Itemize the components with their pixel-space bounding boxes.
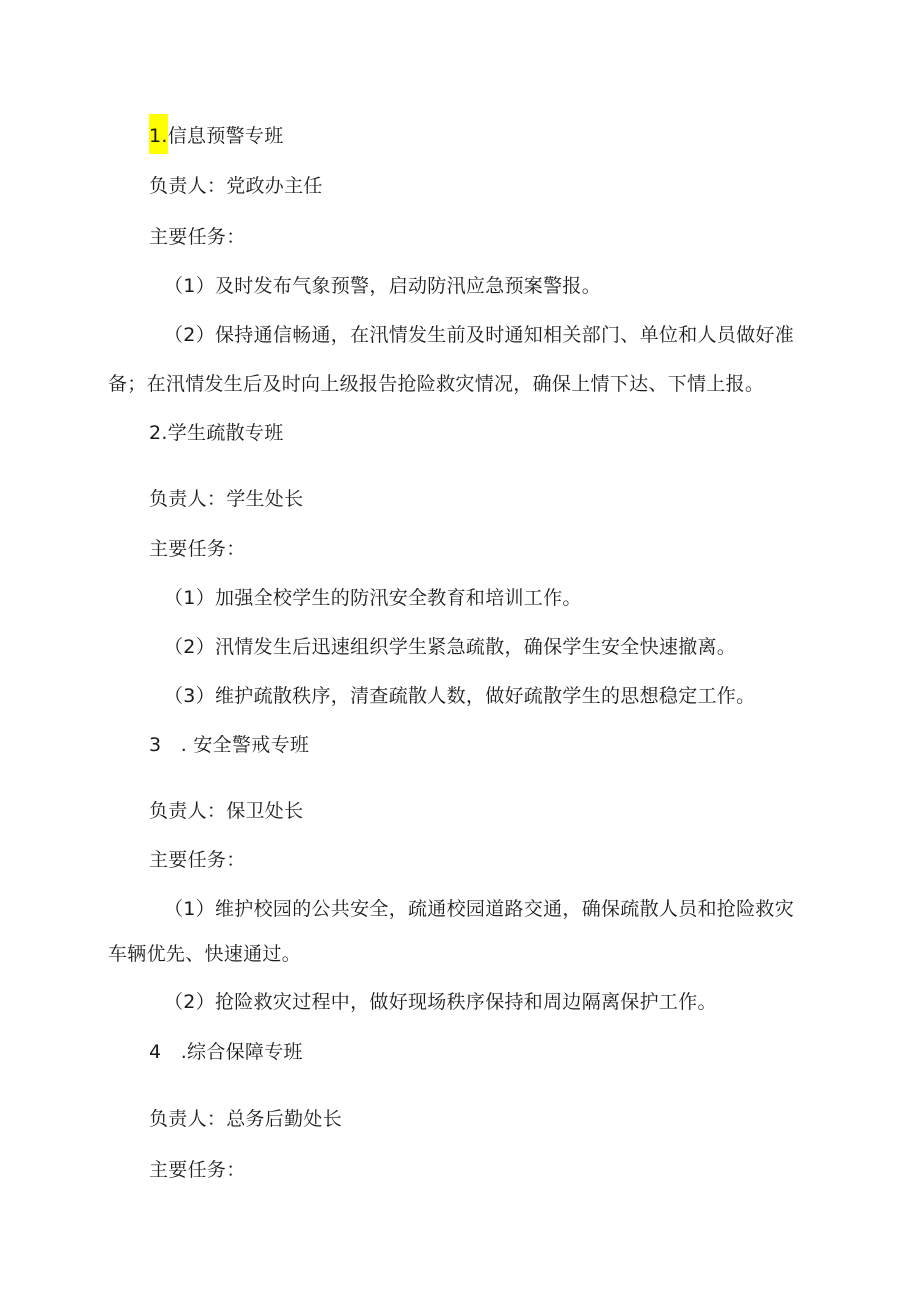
section-1-responsible: 负责人：党政办主任: [149, 175, 323, 197]
section-3-task-1-line-1: （1）维护校园的公共安全，疏通校园道路交通，确保疏散人员和抢险救灾: [164, 898, 794, 920]
section-1-tasks-label: 主要任务：: [149, 226, 246, 248]
section-2-responsible: 负责人：学生处长: [149, 488, 304, 510]
section-3-responsible: 负责人：保卫处长: [149, 800, 304, 822]
section-1-task-1: （1）及时发布气象预警，启动防汛应急预案警报。: [164, 275, 601, 297]
heading-text: 信息预警专班: [167, 125, 284, 147]
section-2-task-2: （2）汛情发生后迅速组织学生紧急疏散，确保学生安全快速撤离。: [164, 636, 737, 658]
section-4-responsible: 负责人：总务后勤处长: [149, 1108, 343, 1130]
section-4-heading: 4 .综合保障专班: [149, 1041, 303, 1063]
section-2-task-1: （1）加强全校学生的防汛安全教育和培训工作。: [164, 587, 582, 609]
section-4-tasks-label: 主要任务：: [149, 1159, 246, 1181]
section-2-tasks-label: 主要任务：: [149, 538, 246, 560]
section-1-task-2-line-1: （2）保持通信畅通，在汛情发生前及时通知相关部门、单位和人员做好准: [164, 324, 794, 346]
section-1-task-2-line-2: 备；在汛情发生后及时向上级报告抢险救灾情况，确保上情下达、下情上报。: [108, 373, 765, 395]
section-3-task-2: （2）抢险救灾过程中，做好现场秩序保持和周边隔离保护工作。: [164, 991, 717, 1013]
section-3-task-1-line-2: 车辆优先、快速通过。: [108, 943, 302, 965]
section-2-heading: 2.学生疏散专班: [149, 422, 284, 444]
section-3-heading: 3 . 安全警戒专班: [149, 734, 310, 756]
section-1-heading: [149, 122, 284, 154]
section-3-tasks-label: 主要任务：: [149, 849, 246, 871]
heading-number-highlight: 1.: [149, 114, 168, 154]
section-2-task-3: （3）维护疏散秩序，清查疏散人数，做好疏散学生的思想稳定工作。: [164, 685, 756, 707]
